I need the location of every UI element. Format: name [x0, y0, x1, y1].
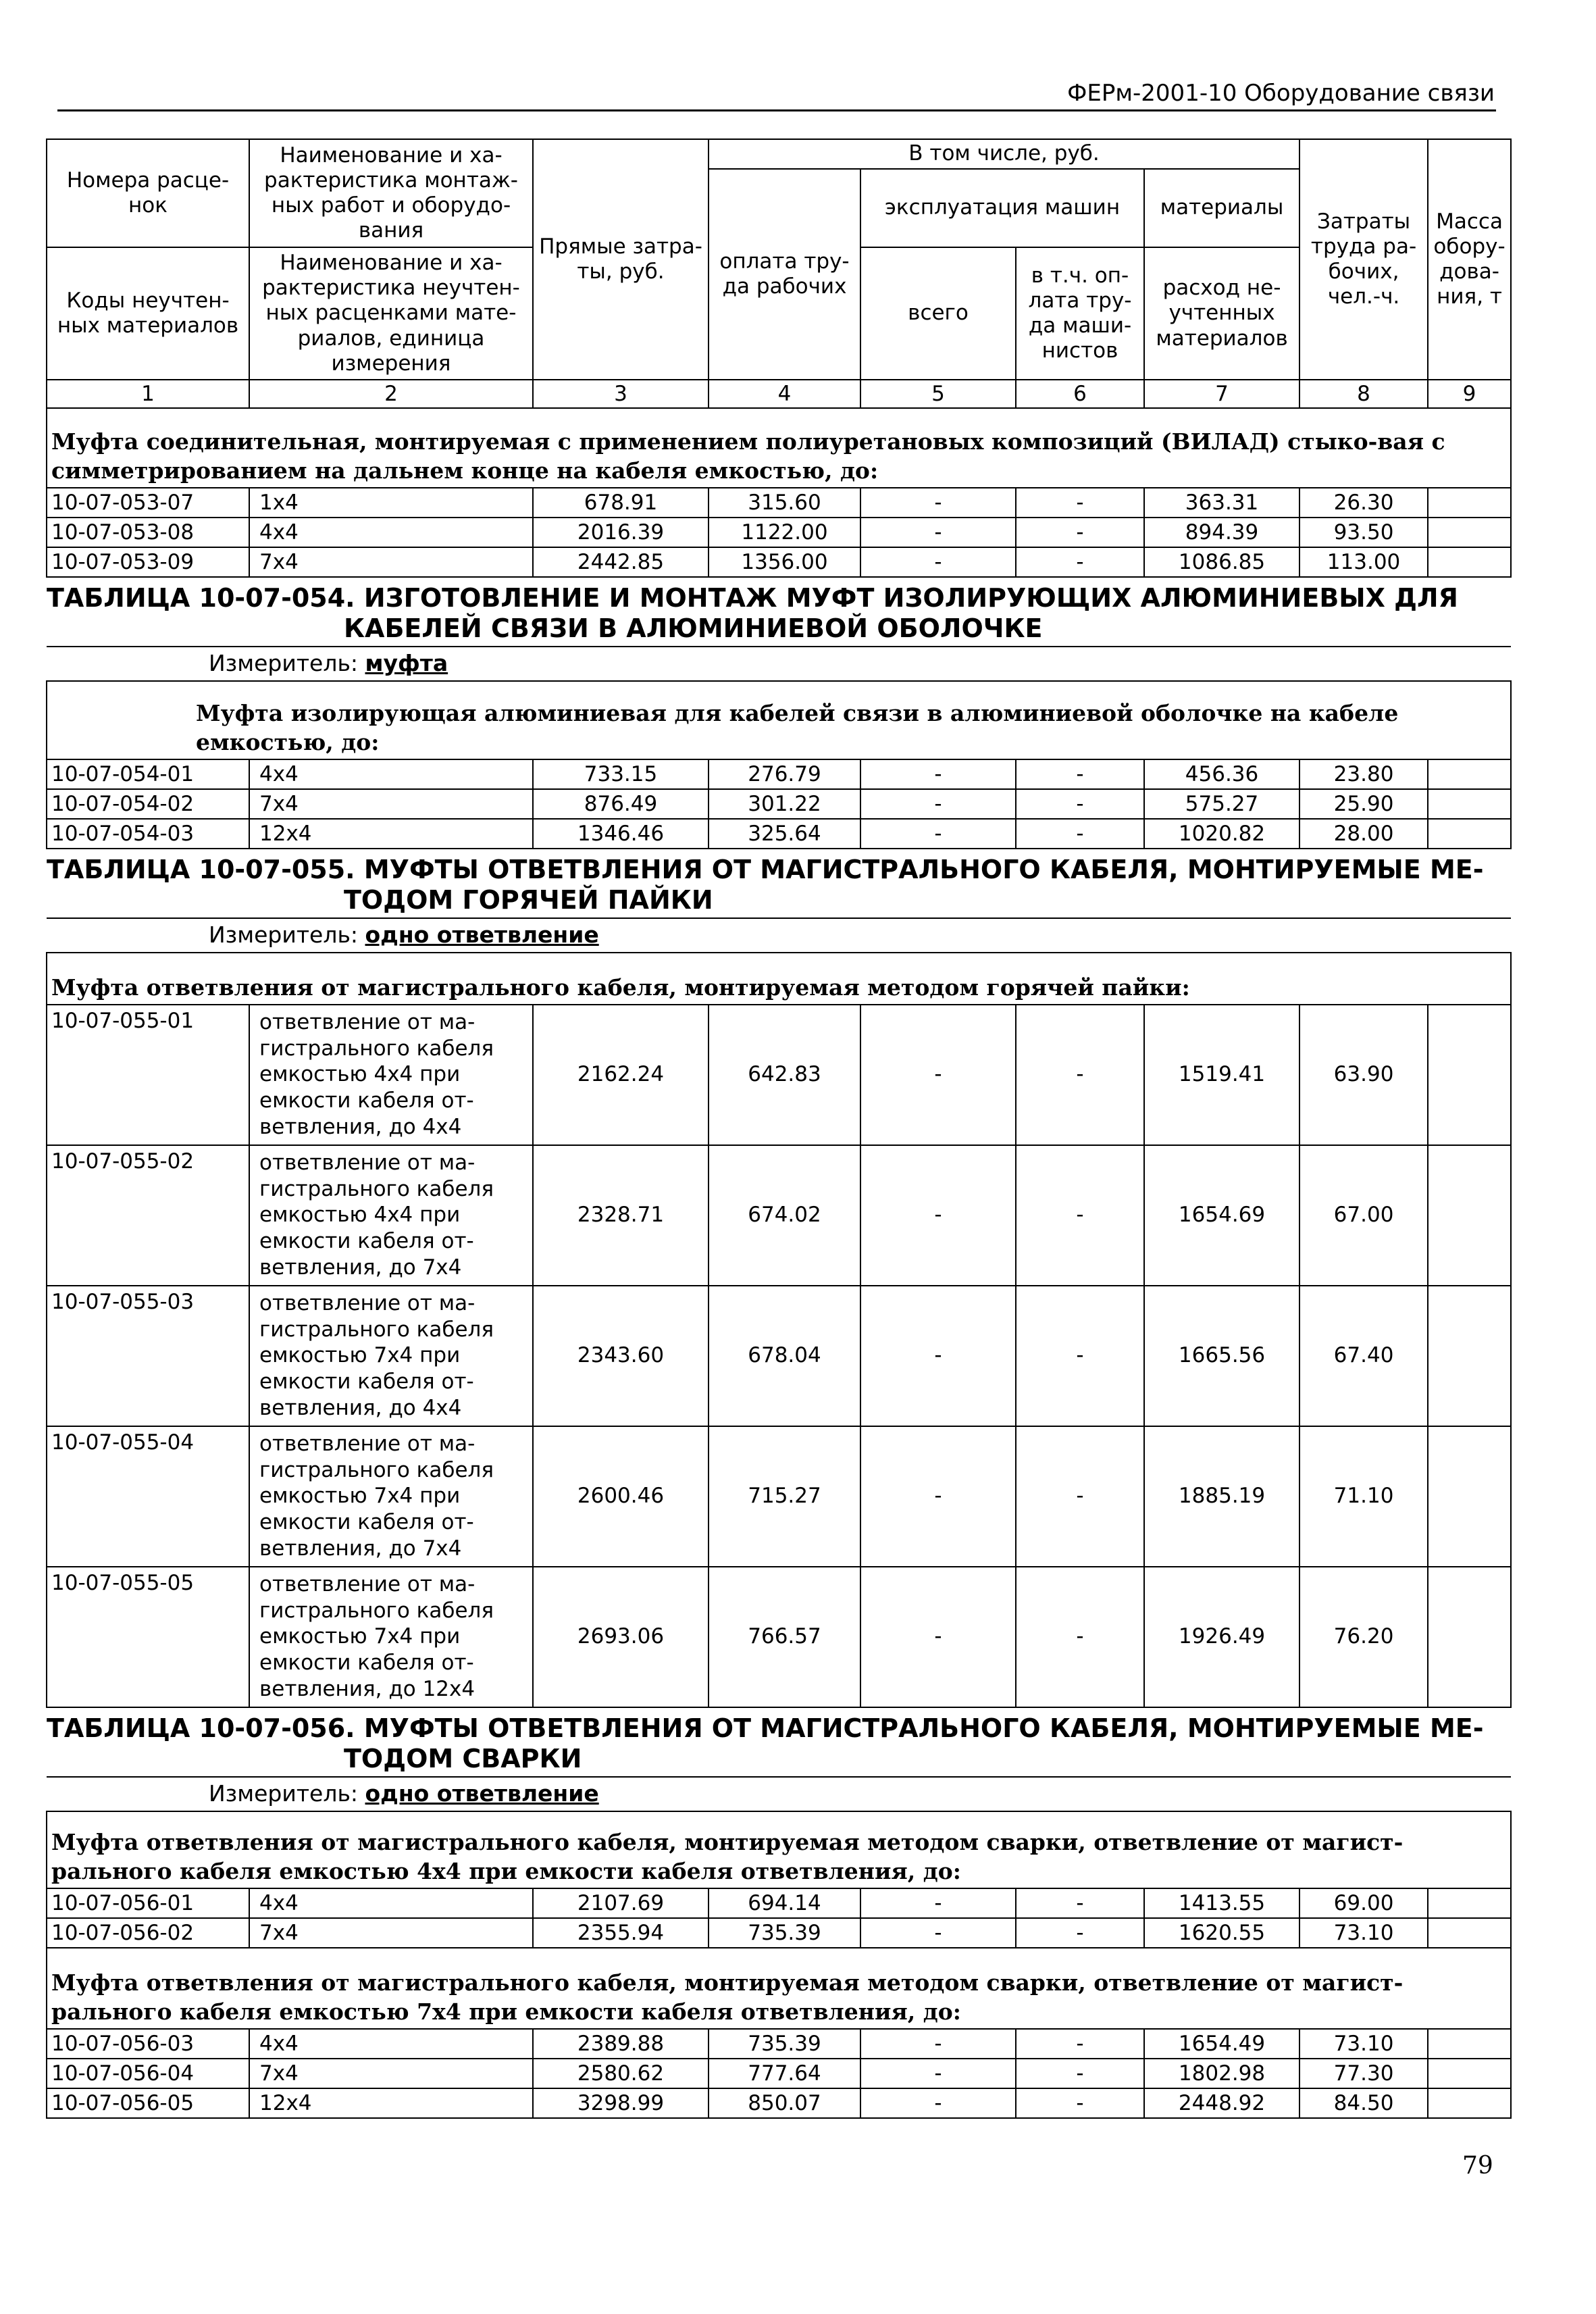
table-row — [47, 1286, 1511, 1426]
mass-cell — [1428, 1145, 1511, 1286]
wages-cell: 678.04 — [709, 1286, 860, 1426]
col-number: 4 — [709, 380, 860, 408]
machinist-wages-cell: - — [1016, 819, 1144, 849]
rate-code-cell: 10-07-055-01 — [47, 1005, 249, 1145]
section-055-rows — [47, 1005, 1511, 1707]
column-numbers-row — [47, 380, 1511, 408]
work-name-cell: 4х4 — [249, 1888, 533, 1918]
work-name-cell: 1х4 — [249, 488, 533, 518]
col-header-rate-number: Номера расце-нок — [47, 139, 249, 247]
direct-costs-cell: 2355.94 — [533, 1918, 709, 1948]
direct-costs-cell: 3298.99 — [533, 2088, 709, 2118]
machinist-wages-cell: - — [1016, 2088, 1144, 2118]
rate-code-cell: 10-07-056-03 — [47, 2029, 249, 2059]
materials-cell: 456.36 — [1144, 759, 1299, 789]
machines-total-cell: - — [860, 1145, 1016, 1286]
materials-cell: 1620.55 — [1144, 1918, 1299, 1948]
wages-cell: 674.02 — [709, 1145, 860, 1286]
table-row — [47, 789, 1511, 819]
table-054-title-line2: КАБЕЛЕЙ СВЯЗИ В АЛЮМИНИЕВОЙ ОБОЛОЧКЕ — [344, 613, 1043, 644]
table-054-title-line1: ТАБЛИЦА 10-07-054. ИЗГОТОВЛЕНИЕ И МОНТАЖ МУФТ ИЗОЛИРУЮЩИХ АЛЮМИНИЕВЫХ ДЛЯ — [47, 582, 1458, 613]
col-number: 8 — [1299, 380, 1428, 408]
direct-costs-cell: 2389.88 — [533, 2029, 709, 2059]
machines-total-cell: - — [860, 1918, 1016, 1948]
col-header-machines: эксплуатация машин — [860, 169, 1144, 247]
labor-cell: 69.00 — [1299, 1888, 1428, 1918]
section-056b-rows — [47, 2029, 1511, 2118]
mass-cell — [1428, 1567, 1511, 1707]
table-054-title — [47, 577, 1511, 647]
table-row — [47, 518, 1511, 547]
rate-code-cell: 10-07-054-01 — [47, 759, 249, 789]
direct-costs-cell: 2580.62 — [533, 2059, 709, 2088]
rate-code-cell: 10-07-055-05 — [47, 1567, 249, 1707]
machines-total-cell: - — [860, 789, 1016, 819]
mass-cell — [1428, 2088, 1511, 2118]
materials-cell: 1086.85 — [1144, 547, 1299, 577]
rate-code-cell: 10-07-056-05 — [47, 2088, 249, 2118]
table-056-measure — [47, 1777, 1511, 1811]
col-header-material-codes: Коды неучтен-ных материалов — [47, 247, 249, 380]
labor-cell: 73.10 — [1299, 2029, 1428, 2059]
direct-costs-cell: 733.15 — [533, 759, 709, 789]
materials-cell: 1665.56 — [1144, 1286, 1299, 1426]
col-number: 2 — [249, 380, 533, 408]
labor-cell: 28.00 — [1299, 819, 1428, 849]
work-name-cell: ответвление от ма-гистрального кабеля емкостью 7х4 при емкости кабеля от-ветвления, до 12х4 — [249, 1567, 533, 1707]
wages-cell: 315.60 — [709, 488, 860, 518]
mass-cell — [1428, 759, 1511, 789]
col-number: 3 — [533, 380, 709, 408]
direct-costs-cell: 678.91 — [533, 488, 709, 518]
section-description-row — [47, 408, 1511, 488]
materials-cell: 1654.49 — [1144, 2029, 1299, 2059]
work-name-cell: ответвление от ма-гистрального кабеля емкостью 4х4 при емкости кабеля от-ветвления, до 7х4 — [249, 1145, 533, 1286]
direct-costs-cell: 2162.24 — [533, 1005, 709, 1145]
labor-cell: 77.30 — [1299, 2059, 1428, 2088]
machinist-wages-cell: - — [1016, 518, 1144, 547]
machines-total-cell: - — [860, 1888, 1016, 1918]
table-title-row — [47, 849, 1511, 918]
machinist-wages-cell: - — [1016, 1145, 1144, 1286]
header-row-1 — [47, 139, 1511, 169]
materials-cell: 1926.49 — [1144, 1567, 1299, 1707]
measure-row — [47, 647, 1511, 681]
wages-cell: 1356.00 — [709, 547, 860, 577]
machines-total-cell: - — [860, 2059, 1016, 2088]
machines-total-cell: - — [860, 1567, 1016, 1707]
table-row — [47, 2029, 1511, 2059]
table-row — [47, 1567, 1511, 1707]
col-number: 5 — [860, 380, 1016, 408]
table-row — [47, 2059, 1511, 2088]
rate-code-cell: 10-07-055-03 — [47, 1286, 249, 1426]
mass-cell — [1428, 2029, 1511, 2059]
mass-cell — [1428, 547, 1511, 577]
labor-cell: 63.90 — [1299, 1005, 1428, 1145]
rate-code-cell: 10-07-053-08 — [47, 518, 249, 547]
table-056-title — [47, 1707, 1511, 1777]
mass-cell — [1428, 2059, 1511, 2088]
rate-code-cell: 10-07-056-01 — [47, 1888, 249, 1918]
rate-code-cell: 10-07-056-02 — [47, 1918, 249, 1948]
machinist-wages-cell: - — [1016, 488, 1144, 518]
machines-total-cell: - — [860, 819, 1016, 849]
wages-cell: 694.14 — [709, 1888, 860, 1918]
rate-code-cell: 10-07-056-04 — [47, 2059, 249, 2088]
table-title-row — [47, 577, 1511, 647]
materials-cell: 575.27 — [1144, 789, 1299, 819]
table-055-measure — [47, 918, 1511, 953]
machines-total-cell: - — [860, 488, 1016, 518]
mass-cell — [1428, 1286, 1511, 1426]
materials-cell: 363.31 — [1144, 488, 1299, 518]
section-053-description: Муфта соединительная, монтируемая с применением полиуретановых композиций (ВИЛАД) стыко-вая с симметрированием на дальнем конце на кабеля емкостью, до: — [47, 408, 1511, 488]
wages-cell: 642.83 — [709, 1005, 860, 1145]
measure-label: Измеритель: — [209, 1780, 365, 1807]
section-description-row — [47, 681, 1511, 759]
machines-total-cell: - — [860, 547, 1016, 577]
table-055-title — [47, 849, 1511, 918]
labor-cell: 67.00 — [1299, 1145, 1428, 1286]
mass-cell — [1428, 518, 1511, 547]
direct-costs-cell: 1346.46 — [533, 819, 709, 849]
table-055-title-line1: ТАБЛИЦА 10-07-055. МУФТЫ ОТВЕТВЛЕНИЯ ОТ МАГИСТРАЛЬНОГО КАБЕЛЯ, МОНТИРУЕМЫЕ МЕ- — [47, 854, 1484, 884]
machinist-wages-cell: - — [1016, 547, 1144, 577]
labor-cell: 73.10 — [1299, 1918, 1428, 1948]
machinist-wages-cell: - — [1016, 1005, 1144, 1145]
col-header-mass: Масса обору-дова-ния, т — [1428, 139, 1511, 380]
table-row — [47, 488, 1511, 518]
direct-costs-cell: 2600.46 — [533, 1426, 709, 1567]
wages-cell: 1122.00 — [709, 518, 860, 547]
wages-cell: 735.39 — [709, 1918, 860, 1948]
table-row — [47, 1918, 1511, 1948]
table-row — [47, 759, 1511, 789]
mass-cell — [1428, 789, 1511, 819]
labor-cell: 113.00 — [1299, 547, 1428, 577]
work-name-cell: ответвление от ма-гистрального кабеля емкостью 4х4 при емкости кабеля от-ветвления, до 4х4 — [249, 1005, 533, 1145]
col-header-material-name: Наименование и ха-рактеристика неучтен-ных расценками мате-риалов, единица измерения — [249, 247, 533, 380]
table-row — [47, 1005, 1511, 1145]
col-header-wages: оплата тру-да рабочих — [709, 169, 860, 380]
mass-cell — [1428, 1426, 1511, 1567]
rate-code-cell: 10-07-055-04 — [47, 1426, 249, 1567]
machines-total-cell: - — [860, 518, 1016, 547]
materials-cell: 1654.69 — [1144, 1145, 1299, 1286]
col-header-direct-costs: Прямые затра-ты, руб. — [533, 139, 709, 380]
measure-row — [47, 1777, 1511, 1811]
wages-cell: 301.22 — [709, 789, 860, 819]
section-055-description: Муфта ответвления от магистрального кабеля, монтируемая методом горячей пайки: — [47, 953, 1511, 1005]
rate-table-page — [46, 139, 1510, 2119]
rate-code-cell: 10-07-053-07 — [47, 488, 249, 518]
work-name-cell: 4х4 — [249, 2029, 533, 2059]
section-054-description: Муфта изолирующая алюминиевая для кабелей связи в алюминиевой оболочке на кабеле емкостью, до: — [47, 681, 1511, 759]
mass-cell — [1428, 819, 1511, 849]
table-054-measure — [47, 647, 1511, 681]
table-row — [47, 819, 1511, 849]
mass-cell — [1428, 1005, 1511, 1145]
work-name-cell: 12х4 — [249, 2088, 533, 2118]
table-056-title-line2: ТОДОМ СВАРКИ — [344, 1744, 582, 1774]
labor-cell: 25.90 — [1299, 789, 1428, 819]
materials-cell: 2448.92 — [1144, 2088, 1299, 2118]
labor-cell: 76.20 — [1299, 1567, 1428, 1707]
machinist-wages-cell: - — [1016, 1567, 1144, 1707]
section-053-rows — [47, 488, 1511, 577]
col-number: 1 — [47, 380, 249, 408]
work-name-cell: 12х4 — [249, 819, 533, 849]
wages-cell: 325.64 — [709, 819, 860, 849]
col-number: 6 — [1016, 380, 1144, 408]
header-rule — [57, 109, 1496, 111]
work-name-cell: 4х4 — [249, 759, 533, 789]
machinist-wages-cell: - — [1016, 2029, 1144, 2059]
col-header-labor: Затраты труда ра-бочих, чел.-ч. — [1299, 139, 1428, 380]
wages-cell: 276.79 — [709, 759, 860, 789]
mass-cell — [1428, 488, 1511, 518]
table-055-title-line2: ТОДОМ ГОРЯЧЕЙ ПАЙКИ — [344, 885, 713, 915]
materials-cell: 1020.82 — [1144, 819, 1299, 849]
machines-total-cell: - — [860, 2088, 1016, 2118]
col-header-machinist-wages: в т.ч. оп-лата тру-да маши-нистов — [1016, 247, 1144, 380]
section-054-rows — [47, 759, 1511, 849]
direct-costs-cell: 2343.60 — [533, 1286, 709, 1426]
rate-code-cell: 10-07-055-02 — [47, 1145, 249, 1286]
measure-label: Измеритель: — [209, 649, 365, 676]
materials-cell: 1519.41 — [1144, 1005, 1299, 1145]
wages-cell: 850.07 — [709, 2088, 860, 2118]
col-number: 9 — [1428, 380, 1511, 408]
work-name-cell: 7х4 — [249, 2059, 533, 2088]
labor-cell: 71.10 — [1299, 1426, 1428, 1567]
col-header-group-including: В том числе, руб. — [709, 139, 1299, 169]
materials-cell: 1885.19 — [1144, 1426, 1299, 1567]
rate-code-cell: 10-07-053-09 — [47, 547, 249, 577]
work-name-cell: 7х4 — [249, 547, 533, 577]
table-row — [47, 1426, 1511, 1567]
wages-cell: 777.64 — [709, 2059, 860, 2088]
section-056a-rows — [47, 1888, 1511, 1948]
materials-cell: 1413.55 — [1144, 1888, 1299, 1918]
wages-cell: 766.57 — [709, 1567, 860, 1707]
measure-value: муфта — [365, 649, 448, 676]
machinist-wages-cell: - — [1016, 789, 1144, 819]
measure-value: одно ответвление — [365, 1780, 599, 1807]
table-056-title-line1: ТАБЛИЦА 10-07-056. МУФТЫ ОТВЕТВЛЕНИЯ ОТ МАГИСТРАЛЬНОГО КАБЕЛЯ, МОНТИРУЕМЫЕ МЕ- — [47, 1713, 1484, 1743]
rates-table — [46, 139, 1512, 2119]
machines-total-cell: - — [860, 1426, 1016, 1567]
work-name-cell: 4х4 — [249, 518, 533, 547]
direct-costs-cell: 2328.71 — [533, 1145, 709, 1286]
col-header-materials: материалы — [1144, 169, 1299, 247]
wages-cell: 715.27 — [709, 1426, 860, 1567]
wages-cell: 735.39 — [709, 2029, 860, 2059]
direct-costs-cell: 2693.06 — [533, 1567, 709, 1707]
col-header-unaccounted-materials: расход не-учтенных материалов — [1144, 247, 1299, 380]
table-title-row — [47, 1707, 1511, 1777]
labor-cell: 93.50 — [1299, 518, 1428, 547]
col-number: 7 — [1144, 380, 1299, 408]
machines-total-cell: - — [860, 759, 1016, 789]
materials-cell: 894.39 — [1144, 518, 1299, 547]
work-name-cell: 7х4 — [249, 1918, 533, 1948]
work-name-cell: 7х4 — [249, 789, 533, 819]
labor-cell: 23.80 — [1299, 759, 1428, 789]
work-name-cell: ответвление от ма-гистрального кабеля емкостью 7х4 при емкости кабеля от-ветвления, до 7х4 — [249, 1426, 533, 1567]
section-description-row — [47, 953, 1511, 1005]
materials-cell: 1802.98 — [1144, 2059, 1299, 2088]
direct-costs-cell: 2442.85 — [533, 547, 709, 577]
section-056a-description: Муфта ответвления от магистрального кабеля, монтируемая методом сварки, ответвление от магист-рального кабеля емкостью 4х4 при емкости кабеля ответвления, до: — [47, 1811, 1511, 1888]
machines-total-cell: - — [860, 2029, 1016, 2059]
machinist-wages-cell: - — [1016, 1426, 1144, 1567]
rate-code-cell: 10-07-054-02 — [47, 789, 249, 819]
section-056b-description: Муфта ответвления от магистрального кабеля, монтируемая методом сварки, ответвление от магист-рального кабеля емкостью 7х4 при емкости кабеля ответвления, до: — [47, 1948, 1511, 2029]
measure-label: Измеритель: — [209, 921, 365, 948]
mass-cell — [1428, 1888, 1511, 1918]
col-header-machines-total: всего — [860, 247, 1016, 380]
labor-cell: 67.40 — [1299, 1286, 1428, 1426]
page-number: 79 — [1462, 2152, 1493, 2180]
section-description-row — [47, 1811, 1511, 1888]
machines-total-cell: - — [860, 1005, 1016, 1145]
direct-costs-cell: 2016.39 — [533, 518, 709, 547]
labor-cell: 84.50 — [1299, 2088, 1428, 2118]
machinist-wages-cell: - — [1016, 2059, 1144, 2088]
machinist-wages-cell: - — [1016, 1888, 1144, 1918]
table-row — [47, 1888, 1511, 1918]
table-row — [47, 2088, 1511, 2118]
work-name-cell: ответвление от ма-гистрального кабеля емкостью 7х4 при емкости кабеля от-ветвления, до 4х4 — [249, 1286, 533, 1426]
table-row — [47, 1145, 1511, 1286]
machines-total-cell: - — [860, 1286, 1016, 1426]
section-description-row — [47, 1948, 1511, 2029]
labor-cell: 26.30 — [1299, 488, 1428, 518]
table-row — [47, 547, 1511, 577]
machinist-wages-cell: - — [1016, 759, 1144, 789]
direct-costs-cell: 876.49 — [533, 789, 709, 819]
running-header: ФЕРм-2001-10 Оборудование связи — [1067, 80, 1495, 107]
machinist-wages-cell: - — [1016, 1918, 1144, 1948]
measure-value: одно ответвление — [365, 921, 599, 948]
direct-costs-cell: 2107.69 — [533, 1888, 709, 1918]
measure-row — [47, 918, 1511, 953]
col-header-work-name: Наименование и ха-рактеристика монтаж-ных работ и оборудо-вания — [249, 139, 533, 247]
machinist-wages-cell: - — [1016, 1286, 1144, 1426]
rate-code-cell: 10-07-054-03 — [47, 819, 249, 849]
mass-cell — [1428, 1918, 1511, 1948]
